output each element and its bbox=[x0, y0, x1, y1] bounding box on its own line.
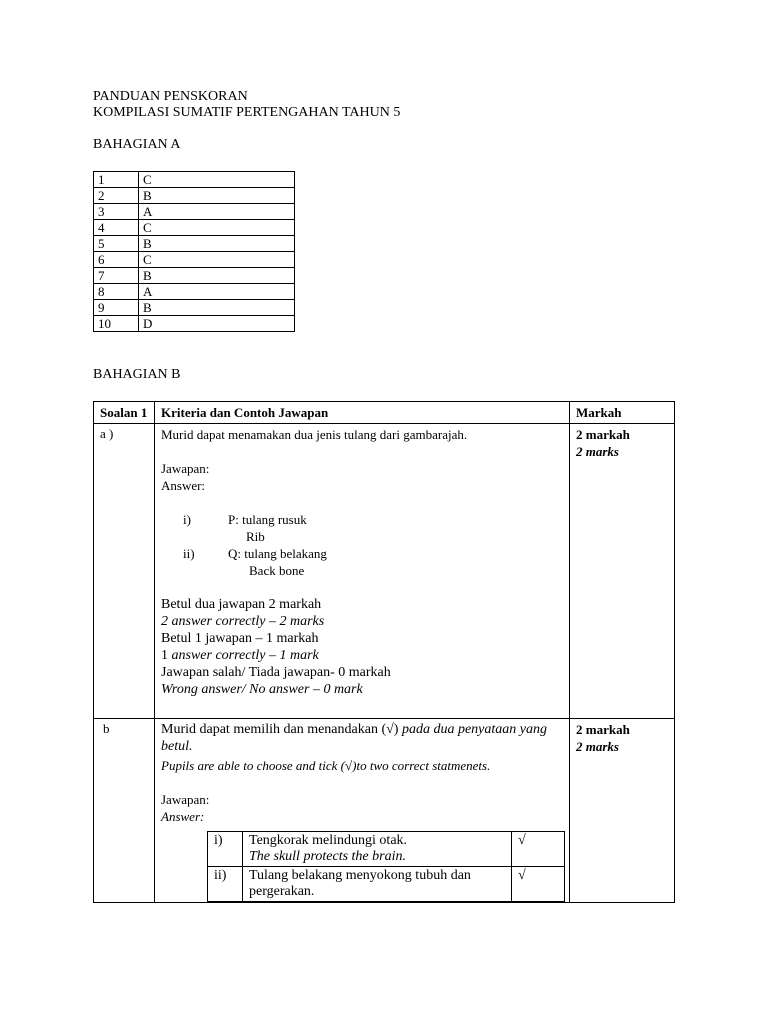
scoring-rule: Betul 1 jawapan – 1 markah bbox=[161, 631, 319, 646]
scoring-rule-english: 2 answer correctly – 2 marks bbox=[161, 614, 325, 629]
table-row bbox=[94, 268, 295, 284]
criteria-english-part1: Pupils are able to choose and tick ( bbox=[161, 758, 346, 773]
question-number: 10 bbox=[94, 316, 139, 332]
section-a-heading: BAHAGIAN A bbox=[93, 137, 181, 152]
marks-cell-a bbox=[570, 424, 675, 719]
scoring-rule-english: Wrong answer/ No answer – 0 mark bbox=[161, 682, 363, 697]
answer-key: A bbox=[139, 284, 295, 300]
answer-item-number: ii) bbox=[183, 546, 195, 561]
statement-number: ii) bbox=[208, 867, 243, 902]
tick-mark: √ bbox=[345, 758, 353, 773]
section-a-answer-table bbox=[93, 171, 295, 332]
table-row bbox=[94, 424, 675, 719]
statement-table bbox=[207, 831, 565, 902]
question-number: 1 bbox=[94, 172, 139, 188]
answer-key: B bbox=[139, 268, 295, 284]
table-row bbox=[94, 719, 675, 903]
answer-item-text: Q: tulang belakang bbox=[228, 546, 327, 561]
table-row bbox=[94, 284, 295, 300]
scoring-rule: Jawapan salah/ Tiada jawapan- 0 markah bbox=[161, 665, 391, 680]
tick-mark: √ bbox=[512, 832, 565, 867]
section-b-heading: BAHAGIAN B bbox=[93, 367, 181, 382]
doc-title-line2: KOMPILASI SUMATIF PERTENGAHAN TAHUN 5 bbox=[93, 105, 401, 120]
table-row bbox=[94, 220, 295, 236]
question-number: 6 bbox=[94, 252, 139, 268]
criteria-text bbox=[161, 721, 563, 755]
table-row bbox=[94, 204, 295, 220]
marks-value-english: 2 marks bbox=[576, 444, 619, 459]
statement-cell bbox=[243, 867, 512, 902]
answer-label: Answer: bbox=[161, 478, 206, 493]
answer-key: B bbox=[139, 188, 295, 204]
answer-key: C bbox=[139, 172, 295, 188]
scoring-rule: Betul dua jawapan 2 markah bbox=[161, 597, 322, 612]
answer-key: D bbox=[139, 316, 295, 332]
statement-cell bbox=[243, 832, 512, 867]
statement-text: Tengkorak melindungi otak. bbox=[249, 833, 408, 848]
answer-key: B bbox=[139, 236, 295, 252]
statement-row bbox=[208, 832, 565, 867]
question-number: 2 bbox=[94, 188, 139, 204]
question-label-a bbox=[94, 424, 155, 719]
question-number: 8 bbox=[94, 284, 139, 300]
jawapan-label: Jawapan: bbox=[161, 792, 210, 807]
question-label: a ) bbox=[100, 426, 114, 441]
answer-item-english: Rib bbox=[246, 529, 265, 544]
criteria-text-english bbox=[161, 757, 563, 774]
table-row bbox=[94, 172, 295, 188]
statement-row bbox=[208, 867, 565, 902]
table-row bbox=[94, 188, 295, 204]
column-header-question: Soalan 1 bbox=[94, 402, 155, 424]
criteria-english-part2: )to two correct statmenets. bbox=[352, 758, 491, 773]
criteria-cell-a bbox=[155, 424, 570, 719]
question-number: 7 bbox=[94, 268, 139, 284]
marks-value: 2 markah bbox=[576, 722, 630, 737]
jawapan-label: Jawapan: bbox=[161, 461, 210, 476]
answer-key: C bbox=[139, 252, 295, 268]
answer-key: C bbox=[139, 220, 295, 236]
table-row bbox=[94, 236, 295, 252]
question-number: 4 bbox=[94, 220, 139, 236]
scoring-rule-text: answer correctly – 1 mark bbox=[171, 648, 319, 663]
marks-cell-b bbox=[570, 719, 675, 903]
answer-item-english: Back bone bbox=[249, 563, 305, 578]
table-row bbox=[94, 316, 295, 332]
table-header-row bbox=[94, 402, 675, 424]
answer-key: A bbox=[139, 204, 295, 220]
answer-item bbox=[161, 511, 563, 528]
tick-mark: √ bbox=[512, 867, 565, 902]
criteria-cell-b bbox=[155, 719, 570, 903]
criteria-text-part2: pada dua penyataan yang betul. bbox=[161, 722, 547, 754]
answer-item bbox=[161, 545, 563, 562]
answer-item-number: i) bbox=[183, 512, 191, 527]
answer-key: B bbox=[139, 300, 295, 316]
statement-number: i) bbox=[208, 832, 243, 867]
question-number: 9 bbox=[94, 300, 139, 316]
question-label-b bbox=[94, 719, 155, 903]
marks-value: 2 markah bbox=[576, 427, 630, 442]
criteria-text: Murid dapat menamakan dua jenis tulang dari gambarajah. bbox=[161, 427, 468, 442]
criteria-text-part1: Murid dapat memilih dan menandakan (√) bbox=[161, 722, 399, 737]
question-number: 3 bbox=[94, 204, 139, 220]
question-number: 5 bbox=[94, 236, 139, 252]
table-row bbox=[94, 252, 295, 268]
column-header-criteria: Kriteria dan Contoh Jawapan bbox=[155, 402, 570, 424]
statement-text: Tulang belakang menyokong tubuh dan pergerakan. bbox=[249, 868, 471, 899]
doc-title-line1: PANDUAN PENSKORAN bbox=[93, 89, 248, 104]
scoring-rule-number: 1 bbox=[161, 648, 168, 663]
scoring-rule-english bbox=[161, 647, 563, 664]
table-row bbox=[94, 300, 295, 316]
column-header-marks: Markah bbox=[570, 402, 675, 424]
marks-value-english: 2 marks bbox=[576, 739, 619, 754]
answer-item-text: P: tulang rusuk bbox=[228, 512, 307, 527]
question-label: b bbox=[103, 721, 110, 736]
section-b-scoring-table bbox=[93, 401, 675, 903]
statement-text-english: The skull protects the brain. bbox=[249, 849, 406, 864]
answer-label: Answer: bbox=[161, 809, 205, 824]
